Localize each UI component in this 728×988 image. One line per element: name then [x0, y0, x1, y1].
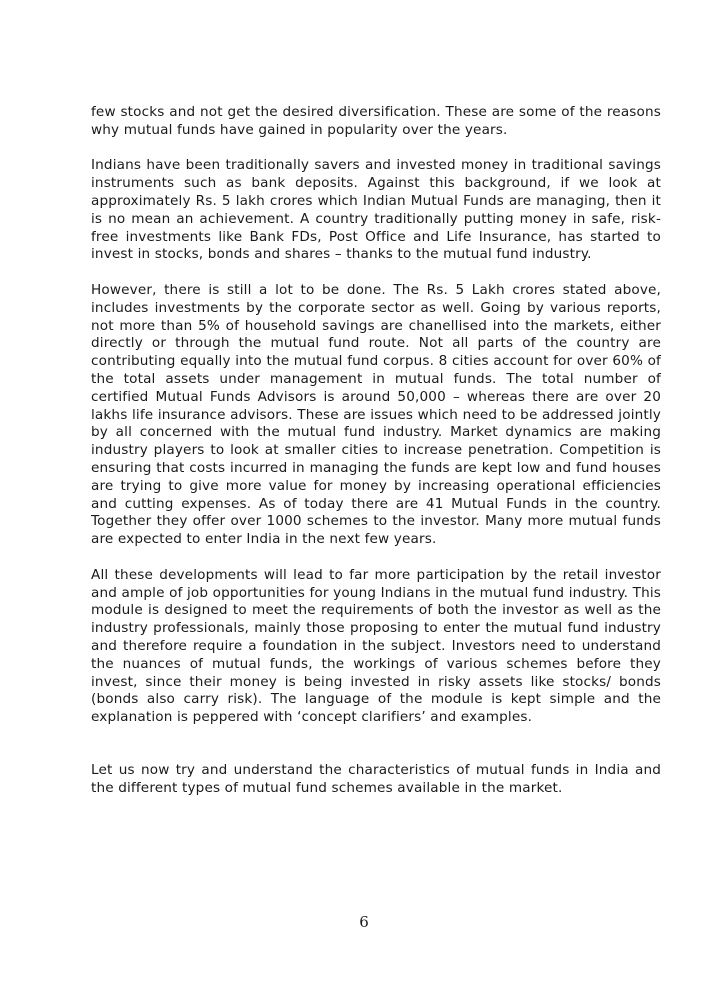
- paragraph-2: Indians have been traditionally savers and invested money in traditional savings instruments such as bank deposits. Against this background, if we look at approximately Rs. 5 lakh crores which Indian Mutual Funds are managing, then it is no mean an achievement. A country traditionally putting money in safe, risk-free investments like Bank FDs, Post Office and Life Insurance, has started to invest in stocks, bonds and shares – thanks to the mutual fund industry.: [91, 157, 661, 263]
- paragraph-4: All these developments will lead to far more participation by the retail investor and ample of job opportunities for young Indians in the mutual fund industry. This module is designed to meet the requirements of both the investor as well as the industry professionals, mainly those proposing to enter the mutual fund industry and therefore require a foundation in the subject. Investors need to understand the nuances of mutual funds, the workings of various schemes before they invest, since their money is being invested in risky assets like stocks/ bonds (bonds also carry risk). The language of the module is kept simple and the explanation is peppered with ‘concept clarifiers’ and examples.: [91, 566, 661, 726]
- body-text: [91, 104, 661, 815]
- paragraph-1: few stocks and not get the desired diversification. These are some of the reasons why mutual funds have gained in popularity over the years.: [91, 104, 661, 138]
- paragraph-3: However, there is still a lot to be done. The Rs. 5 Lakh crores stated above, includes investments by the corporate sector as well. Going by various reports, not more than 5% of household savings are chanellised into the markets, either directly or through the mutual fund route. Not all parts of the country are contributing equally into the mutual fund corpus. 8 cities account for over 60% of the total assets under management in mutual funds. The total number of certified Mutual Funds Advisors is around 50,000 – whereas there are over 20 lakhs life insurance advisors. These are issues which need to be addressed jointly by all concerned with the mutual fund industry. Market dynamics are making industry players to look at smaller cities to increase penetration. Competition is ensuring that costs incurred in managing the funds are kept low and fund houses are trying to give more value for money by increasing operational efficiencies and cutting expenses. As of today there are 41 Mutual Funds in the country. Together they offer over 1000 schemes to the investor. Many more mutual funds are expected to enter India in the next few years.: [91, 281, 661, 548]
- paragraph-5: Let us now try and understand the characteristics of mutual funds in India and the different types of mutual fund schemes available in the market.: [91, 761, 661, 796]
- page-number: 6: [359, 913, 369, 931]
